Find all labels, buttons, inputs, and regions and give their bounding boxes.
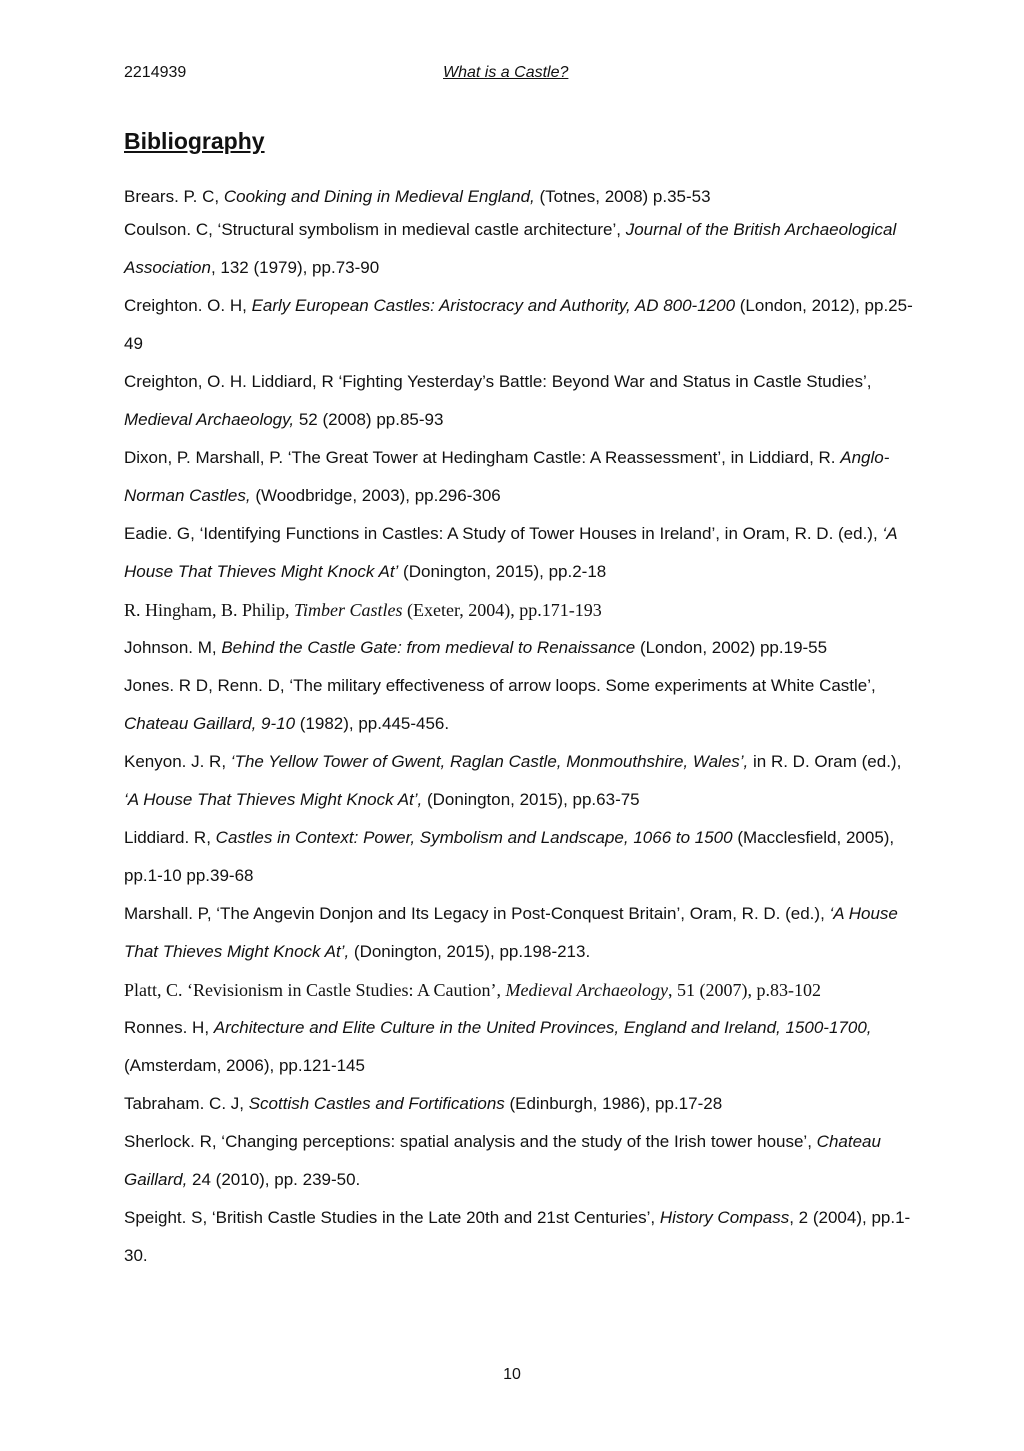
bibliography-entry: Platt, C. ‘Revisionism in Castle Studies: A Caution’, Medieval Archaeology, 51 (2007), p.83-102 xyxy=(124,980,821,1000)
bibliography-entry: Creighton. O. H, Early European Castles: Aristocracy and Authority, AD 800-1200 (London, 2012), pp.25-49 xyxy=(124,296,913,353)
bibliography-entry: Jones. R D, Renn. D, ‘The military effectiveness of arrow loops. Some experiments at White Castle’, Chateau Gaillard, 9-10 (1982), pp.445-456. xyxy=(124,676,876,733)
bibliography-entry: Eadie. G, ‘Identifying Functions in Castles: A Study of Tower Houses in Ireland’, in Oram, R. D. (ed.), ‘A House That Thieves Might Knock At’ (Donington, 2015), pp.2-18 xyxy=(124,524,897,581)
bibliography-entry: Johnson. M, Behind the Castle Gate: from medieval to Renaissance (London, 2002) pp.19-55 xyxy=(124,638,828,657)
bibliography-entry: Kenyon. J. R, ‘The Yellow Tower of Gwent, Raglan Castle, Monmouthshire, Wales’, in R. D. Oram (ed.), ‘A House That Thieves Might Knock At’, (Donington, 2015), pp.63-75 xyxy=(124,752,902,809)
bibliography-entry: Dixon, P. Marshall, P. ‘The Great Tower at Hedingham Castle: A Reassessment’, in Liddiard, R. Anglo-Norman Castles, (Woodbridge, 2003), pp.296-306 xyxy=(124,448,890,505)
bibliography-list xyxy=(124,185,914,1275)
header-student-id: 2214939 xyxy=(124,64,187,81)
bibliography-entry: Creighton, O. H. Liddiard, R ‘Fighting Yesterday’s Battle: Beyond War and Status in Castle Studies’, Medieval Archaeology, 52 (2008) pp.85-93 xyxy=(124,372,872,429)
bibliography-entry: Ronnes. H, Architecture and Elite Culture in the United Provinces, England and Ireland, 1500-1700, (Amsterdam, 2006), pp.121-145 xyxy=(124,1018,872,1075)
page-number: 10 xyxy=(503,1366,521,1383)
bibliography-entry: R. Hingham, B. Philip, Timber Castles (Exeter, 2004), pp.171-193 xyxy=(124,600,602,620)
bibliography-entry: Tabraham. C. J, Scottish Castles and Fortifications (Edinburgh, 1986), pp.17-28 xyxy=(124,1094,723,1113)
bibliography-entry: Speight. S, ‘British Castle Studies in the Late 20th and 21st Centuries’, History Compass, 2 (2004), pp.1-30. xyxy=(124,1208,911,1265)
bibliography-entry: Liddiard. R, Castles in Context: Power, Symbolism and Landscape, 1066 to 1500 (Macclesfield, 2005), pp.1-10 pp.39-68 xyxy=(124,828,895,885)
bibliography-heading: Bibliography xyxy=(124,128,265,154)
header-document-title: What is a Castle? xyxy=(443,64,569,81)
bibliography-entry: Coulson. C, ‘Structural symbolism in medieval castle architecture’, Journal of the British Archaeological Association, 132 (1979), pp.73-90 xyxy=(124,220,897,277)
bibliography-entry: Sherlock. R, ‘Changing perceptions: spatial analysis and the study of the Irish tower house’, Chateau Gaillard, 24 (2010), pp. 239-50. xyxy=(124,1132,881,1189)
bibliography-entry: Marshall. P, ‘The Angevin Donjon and Its Legacy in Post-Conquest Britain’, Oram, R. D. (ed.), ‘A House That Thieves Might Knock At’, (Donington, 2015), pp.198-213. xyxy=(124,904,898,961)
bibliography-entry: Brears. P. C, Cooking and Dining in Medieval England, (Totnes, 2008) p.35-53 xyxy=(124,187,711,206)
